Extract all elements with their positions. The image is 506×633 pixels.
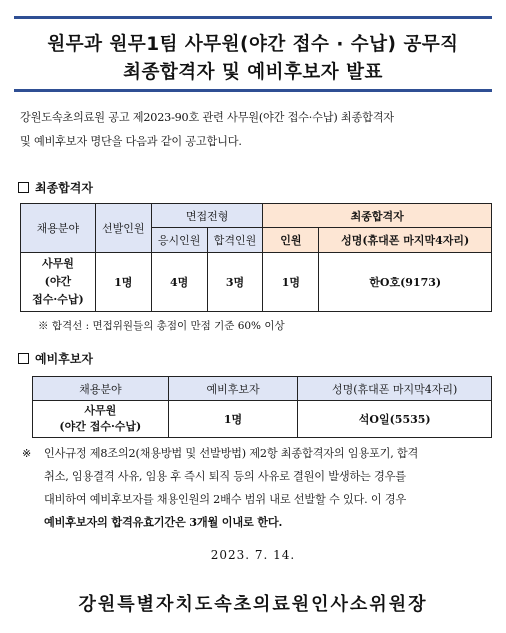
final-table [20,203,492,312]
th-final-count: 인원 [263,228,319,253]
td-field-line-2: (야간 [44,275,72,288]
td-passed: 3명 [207,253,263,312]
th2-name-phone: 성명(휴대폰 마지막4자리) [298,377,492,401]
reserve-table [32,376,492,438]
title-line-1: 원무과 원무1팀 사무원(야간 접수 · 수납) 공무직 [47,34,459,55]
intro-line-2: 및 예비후보자 명단을 다음과 같이 공고합니다. [20,135,242,148]
section-reserve-heading [18,350,93,367]
note-line-3: 대비하여 예비후보자를 채용인원의 2배수 범위 내로 선발할 수 있다. 이 경우 [44,493,407,506]
th-field: 채용분야 [21,204,96,253]
td2-reserve: 1명 [168,401,298,438]
intro-text [20,106,490,154]
checkbox-square-icon [18,353,29,364]
section-final-title: 최종합격자 [35,181,93,195]
section-reserve-title: 예비후보자 [35,352,93,366]
th-applicants: 응시인원 [151,228,207,253]
td-field-line-3: 접수·수납) [32,293,84,306]
note-line-2: 취소, 임용결격 사유, 임용 후 즉시 퇴직 등의 사유로 결원이 발생하는 경우를 [44,470,406,483]
section-final-heading [18,179,93,196]
th2-reserve: 예비후보자 [168,377,298,401]
title-bottom-rule [14,89,492,92]
announcement-date: 2023. 7. 14. [210,548,296,562]
td-field-line-1: 사무원 [41,257,74,270]
note-line-1: 인사규정 제8조의2(채용방법 및 선발방법) 제2항 최종합격자의 임용포기, 합격 [44,447,419,460]
title-line-2: 최종합격자 및 예비후보자 발표 [123,62,383,83]
td2-field-line-2: (야간 접수·수납) [59,420,142,433]
th-name-phone: 성명(휴대폰 마지막4자리) [319,228,492,253]
th-interview: 면접전형 [151,204,263,228]
td2-field [33,401,169,438]
td2-field-line-1: 사무원 [84,404,117,417]
note-mark: ※ [22,447,32,460]
td-name: 한O호(9173) [319,253,492,312]
th-selected: 선발인원 [95,204,151,253]
reserve-note [22,442,492,534]
td-final-count: 1명 [263,253,319,312]
th-final-group: 최종합격자 [263,204,492,228]
td-applicants: 4명 [151,253,207,312]
th2-field: 채용분야 [33,377,169,401]
note-line-4: 예비후보자의 합격유효기간은 3개월 이내로 한다. [44,515,283,529]
td2-name: 석O일(5535) [298,401,492,438]
td-selected: 1명 [95,253,151,312]
signature-title: 강원특별자치도속초의료원인사소위원장 [78,594,428,615]
th-passed: 합격인원 [207,228,263,253]
checkbox-square-icon [18,182,29,193]
intro-line-1: 강원도속초의료원 공고 제2023-90호 관련 사무원(야간 접수·수납) 최종합격자 [20,111,394,124]
td-field [21,253,96,312]
pass-line-note: ※ 합격선 : 면접위원들의 총점이 만점 기준 60% 이상 [38,320,285,332]
title-top-rule [14,16,492,19]
